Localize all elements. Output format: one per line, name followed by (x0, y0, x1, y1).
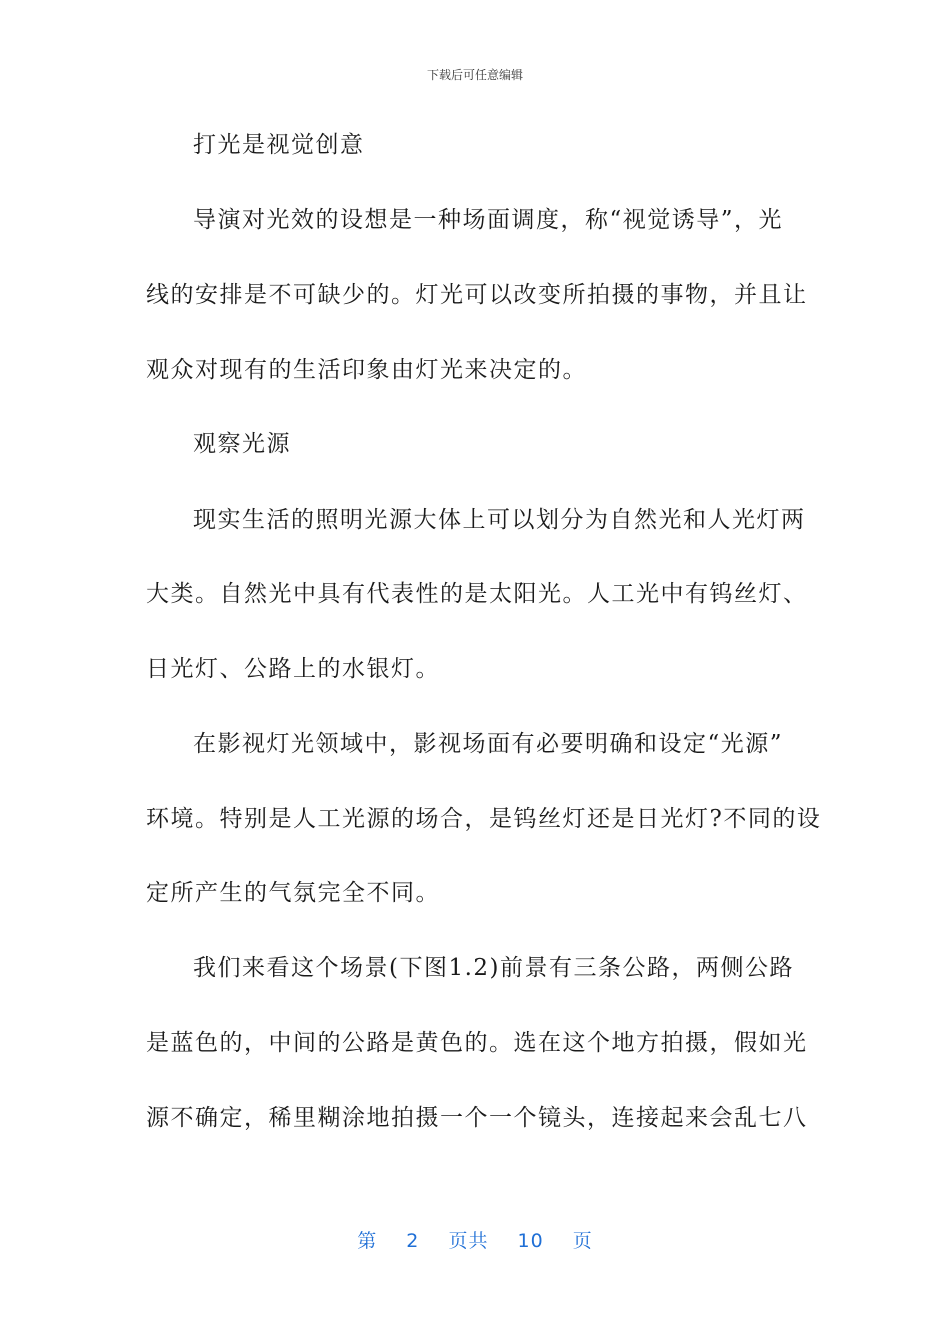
paragraph-line: 日光灯、公路上的水银灯。 (146, 656, 440, 682)
footer-middle: 页共 (448, 1230, 489, 1252)
paragraph-line: 线的安排是不可缺少的。灯光可以改变所拍摄的事物，并且让 (146, 282, 808, 308)
paragraph-line: 定所产生的气氛完全不同。 (146, 880, 440, 906)
paragraph-line: 观察光源 (193, 431, 291, 457)
paragraph-line: 环境。特别是人工光源的场合，是钨丝灯还是日光灯?不同的设 (146, 806, 822, 832)
paragraph-line: 导演对光效的设想是一种场面调度，称“视觉诱导”，光 (193, 207, 784, 233)
paragraph-line: 现实生活的照明光源大体上可以划分为自然光和人光灯两 (193, 507, 806, 533)
paragraph-line: 我们来看这个场景(下图1.2)前景有三条公路，两侧公路 (193, 955, 795, 981)
page-header: 下载后可任意编辑 (426, 68, 523, 82)
page-footer (0, 1226, 950, 1253)
paragraph-line: 观众对现有的生活印象由灯光来决定的。 (146, 357, 587, 383)
footer-suffix: 页 (572, 1230, 593, 1252)
paragraph-line: 源不确定，稀里糊涂地拍摄一个一个镜头，连接起来会乱七八 (146, 1105, 808, 1131)
paragraph-line: 打光是视觉创意 (193, 132, 365, 158)
paragraph-line: 大类。自然光中具有代表性的是太阳光。人工光中有钨丝灯、 (146, 581, 808, 607)
footer-page-number: 2 (406, 1230, 420, 1252)
footer-total-pages: 10 (517, 1230, 544, 1252)
paragraph-line: 在影视灯光领域中，影视场面有必要明确和设定“光源” (193, 731, 784, 757)
footer-prefix: 第 (357, 1230, 378, 1252)
paragraph-line: 是蓝色的，中间的公路是黄色的。选在这个地方拍摄，假如光 (146, 1030, 808, 1056)
